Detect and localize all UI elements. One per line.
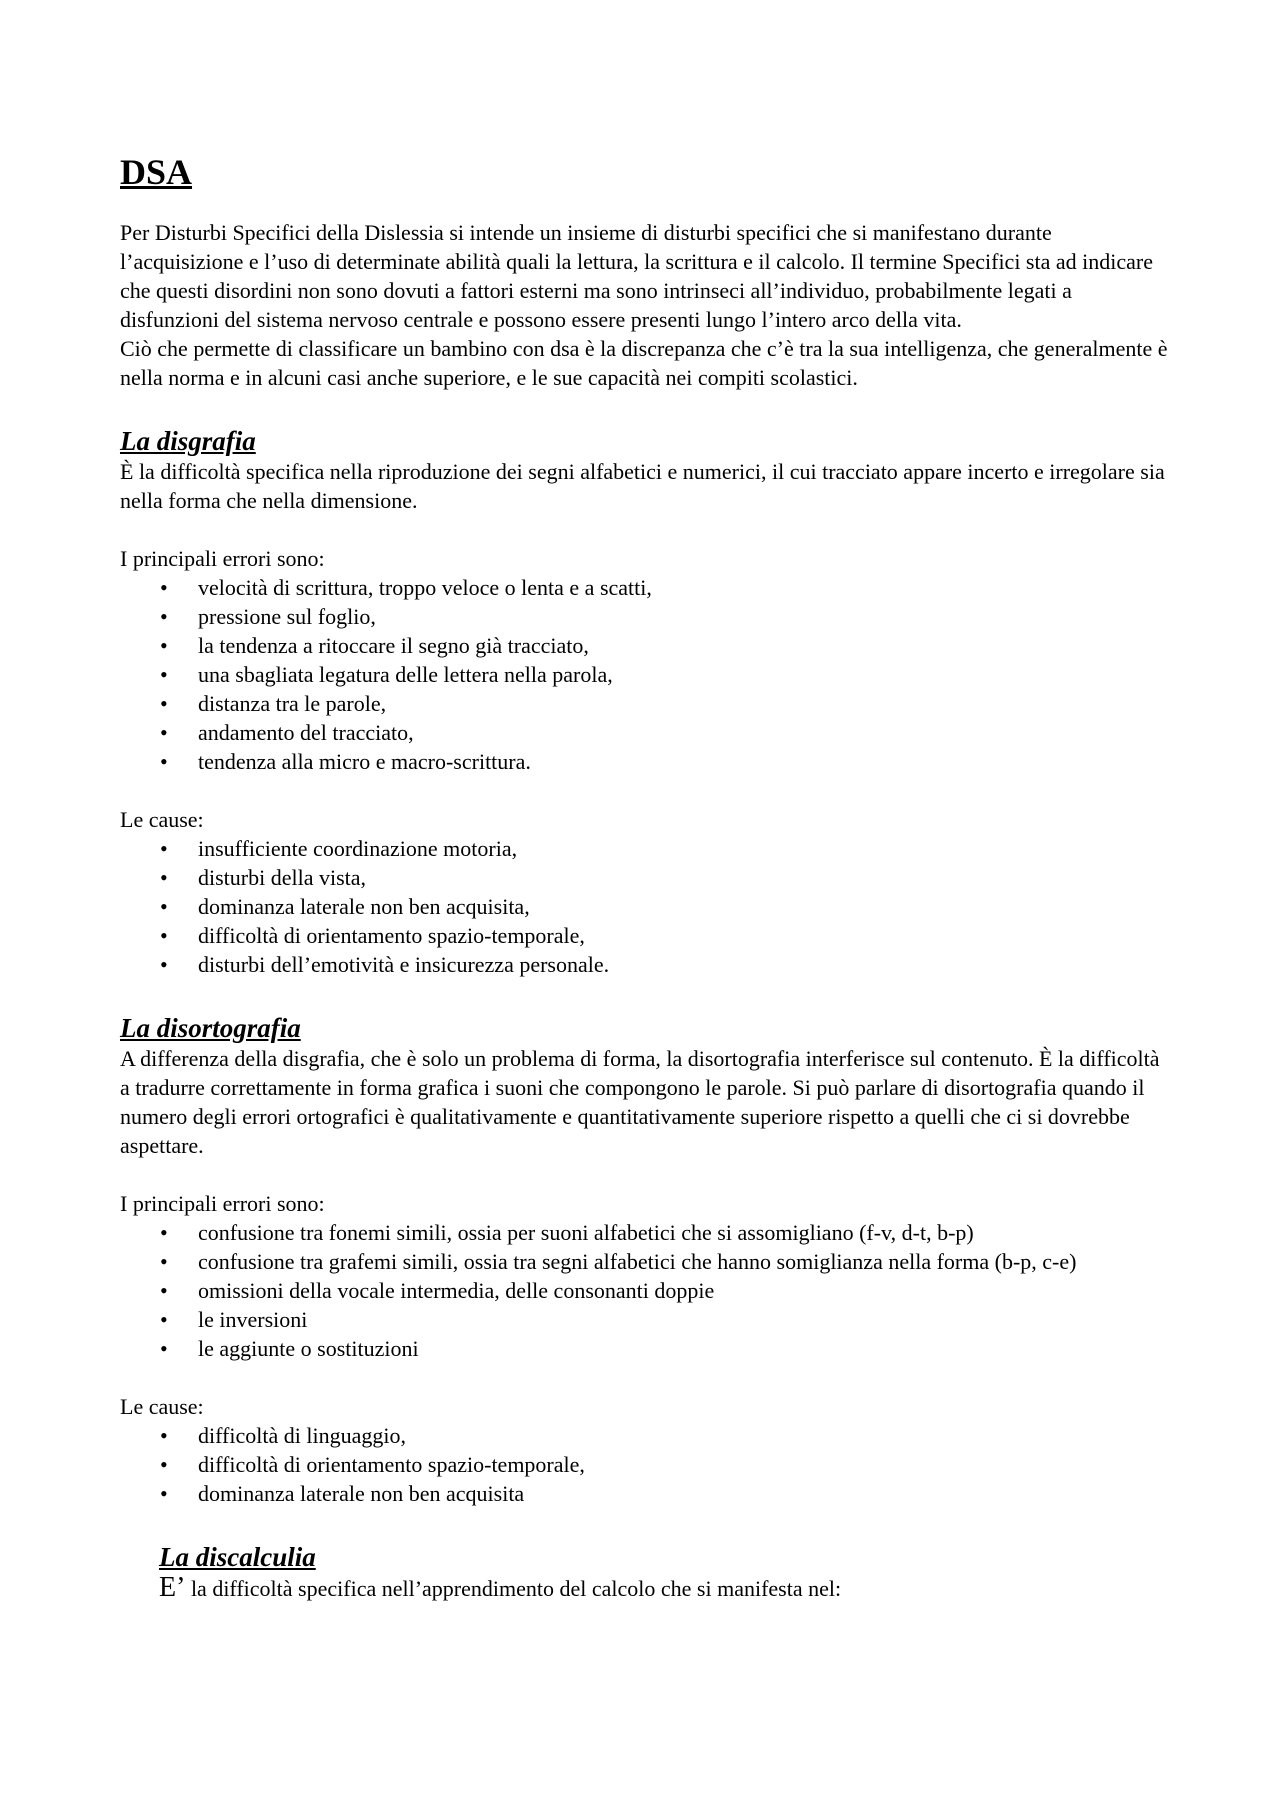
discalculia-description-text: la difficoltà specifica nell’apprendimento del calcolo che si manifesta nel: xyxy=(185,1576,842,1601)
disgrafia-errors-label: I principali errori sono: xyxy=(120,546,325,571)
list-item: • distanza tra le parole, xyxy=(160,691,387,716)
document-title: DSA xyxy=(120,152,193,192)
bullet-icon: • xyxy=(160,604,168,629)
list-item: • velocità di scrittura, troppo veloce o lenta e a scatti, xyxy=(160,575,652,600)
disgrafia-causes-list xyxy=(120,834,1170,979)
bullet-icon: • xyxy=(160,865,168,890)
intro-paragraph-2: Ciò che permette di classificare un bambino con dsa è la discrepanza che c’è tra la sua intelligenza, che generalmente è nella norma e in alcuni casi anche superiore, e le sue capacità nei compiti scolastici. xyxy=(120,336,1168,390)
disortografia-causes-list xyxy=(120,1421,1170,1508)
bullet-icon: • xyxy=(160,1278,168,1303)
bullet-icon: • xyxy=(160,1336,168,1361)
bullet-icon: • xyxy=(160,575,168,600)
bullet-icon: • xyxy=(160,952,168,977)
bullet-icon: • xyxy=(160,633,168,658)
bullet-icon: • xyxy=(160,923,168,948)
disgrafia-heading: La disgrafia xyxy=(120,426,256,456)
disortografia-errors-label: I principali errori sono: xyxy=(120,1191,325,1216)
bullet-icon: • xyxy=(160,1249,168,1274)
bullet-icon: • xyxy=(160,1452,168,1477)
bullet-icon: • xyxy=(160,1220,168,1245)
disortografia-description: A differenza della disgrafia, che è solo un problema di forma, la disortografia interferisce sul contenuto. È la difficoltà a tradurre correttamente in forma grafica i suoni che compongono le parole. Si può parlare di disortografia quando il numero degli errori ortografici è qualitativamente e quantitativamente superiore rispetto a quelli che ci si dovrebbe aspettare. xyxy=(120,1046,1160,1158)
list-item: • confusione tra fonemi simili, ossia per suoni alfabetici che si assomigliano (f-v, d-t, b-p) xyxy=(160,1220,974,1245)
disortografia-heading: La disortografia xyxy=(120,1013,301,1043)
disgrafia-causes-label: Le cause: xyxy=(120,807,204,832)
list-item: • insufficiente coordinazione motoria, xyxy=(160,836,518,861)
list-item: • dominanza laterale non ben acquisita xyxy=(160,1481,525,1506)
list-item: • disturbi della vista, xyxy=(160,865,367,890)
list-item: • difficoltà di orientamento spazio-temporale, xyxy=(160,1452,585,1477)
bullet-icon: • xyxy=(160,749,168,774)
list-item: • la tendenza a ritoccare il segno già tracciato, xyxy=(160,633,589,658)
discalculia-description xyxy=(159,1573,1170,1603)
list-item: • una sbagliata legatura delle lettera nella parola, xyxy=(160,662,613,687)
list-item: • andamento del tracciato, xyxy=(160,720,414,745)
bullet-icon: • xyxy=(160,662,168,687)
bullet-icon: • xyxy=(160,1481,168,1506)
bullet-icon: • xyxy=(160,1307,168,1332)
discalculia-lead-letter: E’ xyxy=(159,1572,186,1603)
disgrafia-description: È la difficoltà specifica nella riproduzione dei segni alfabetici e numerici, il cui tracciato appare incerto e irregolare sia nella forma che nella dimensione. xyxy=(120,459,1165,513)
bullet-icon: • xyxy=(160,836,168,861)
list-item: • le aggiunte o sostituzioni xyxy=(160,1336,419,1361)
bullet-icon: • xyxy=(160,720,168,745)
bullet-icon: • xyxy=(160,1423,168,1448)
disortografia-errors-list xyxy=(120,1218,1170,1363)
list-item: • difficoltà di orientamento spazio-temporale, xyxy=(160,923,585,948)
disgrafia-errors-list xyxy=(120,573,1170,776)
list-item: • difficoltà di linguaggio, xyxy=(160,1423,406,1448)
list-item: • confusione tra grafemi simili, ossia tra segni alfabetici che hanno somiglianza nella forma (b-p, c-e) xyxy=(160,1249,1077,1274)
list-item: • dominanza laterale non ben acquisita, xyxy=(160,894,530,919)
discalculia-heading: La discalculia xyxy=(159,1542,316,1572)
list-item: • tendenza alla micro e macro-scrittura. xyxy=(160,749,531,774)
intro-paragraph-1: Per Disturbi Specifici della Dislessia si intende un insieme di disturbi specifici che si manifestano durante l’acquisizione e l’uso di determinate abilità quali la lettura, la scrittura e il calcolo. Il termine Specifici sta ad indicare che questi disordini non sono dovuti a fattori esterni ma sono intrinseci all’individuo, probabilmente legati a disfunzioni del sistema nervoso centrale e possono essere presenti lungo l’intero arco della vita. xyxy=(120,220,1153,332)
list-item: • omissioni della vocale intermedia, delle consonanti doppie xyxy=(160,1278,715,1303)
list-item: • disturbi dell’emotività e insicurezza personale. xyxy=(160,952,610,977)
list-item: • pressione sul foglio, xyxy=(160,604,376,629)
disortografia-causes-label: Le cause: xyxy=(120,1394,204,1419)
bullet-icon: • xyxy=(160,894,168,919)
list-item: • le inversioni xyxy=(160,1307,308,1332)
document-page xyxy=(120,150,1170,1603)
bullet-icon: • xyxy=(160,691,168,716)
